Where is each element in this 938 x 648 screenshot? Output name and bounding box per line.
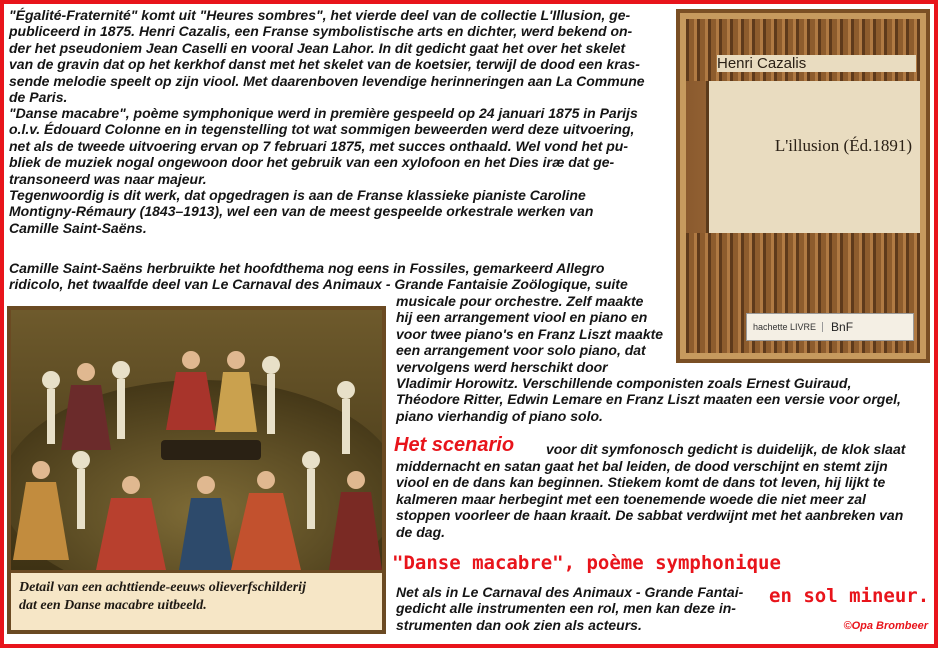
reuse-paragraph-side: musicale pour orchestre. Zelf maakte hij een arrangement viool en piano en voor twee piano's en Franz Liszt maakte een arrangement voor solo piano, dat vervolgens werd herschikt door [396, 293, 664, 375]
book-title: L'illusion (Éd.1891) [774, 136, 912, 155]
work-heading: "Danse macabre", poème symphonique [392, 552, 781, 574]
reuse-paragraph-top: Camille Saint-Saëns herbruikte het hoofdthema nog eens in Fossiles, gemarkeerd Allegro ridicolo, het twaalfde deel van Le Carnaval des Animaux - Grande Fantaisie Zoölogique, suite [9, 260, 628, 293]
reuse-paragraph-rest: Vladimir Horowitz. Verschillende componisten zoals Ernest Guiraud, Théodore Ritter, Edwin Lemare en Franz Liszt maaten een versie voor orgel, piano vierhandig of piano solo. [396, 375, 901, 424]
work-heading-key: en sol mineur. [769, 585, 930, 607]
intro-paragraph: "Égalité-Fraternité" komt uit "Heures sombres", het vierde deel van de collectie L'Illusion, ge- publiceerd in 1875. Henri Cazalis, een Franse symbolistische arts en dichter, werd bekend on- der het pseudoniem Jean Caselli en vooral Jean Lahor. In dit gedicht gaat het over het skelet van de gravin dat op het kerkhof danst met het skelet van de koetsier, terwijl de dood een kras- sende melodie speelt op zijn viool. Met daarenboven levendige herinneringen aan La Commune de Paris. [9, 7, 645, 106]
scenario-body: middernacht en satan gaat het bal leiden, de dood verschijnt en stemt zijn viool en de dans kan beginnen. Stiekem komt de dans tot leven, hij lijkt te kalmeren maar herbegint met een toenemende woede die niet meer zal stoppen voorleer de haan kraait. De sabbat verdwijnt met het aanbreken van de dag. [396, 458, 904, 540]
book-author: Henri Cazalis [717, 55, 916, 72]
scenario-first-line: voor dit symfonosch gedicht is duidelijk, de klok slaat [546, 441, 906, 457]
book-spine [686, 19, 920, 353]
painting-caption: Detail van een achttiende-eeuws olieverfschilderij dat een Danse macabre uitbeeld. [19, 580, 306, 613]
closing-paragraph: Net als in Le Carnaval des Animaux - Grande Fantai- gedicht alle instrumenten een rol, men kan deze in- strumenten dan ook zien als acteurs. [396, 584, 744, 633]
library-logo: BnF [831, 320, 854, 334]
copyright-notice: ©Opa Brombeer [843, 620, 928, 632]
book-cover-photo [676, 9, 930, 363]
dedication-paragraph: Tegenwoordig is dit werk, dat opgedragen is aan de Franse klassieke pianiste Caroline Montigny-Rémaury (1843–1913), wel een van de meest gespeelde orkestrale werken van Camille Saint-Saëns. [9, 187, 594, 236]
scenario-heading: Het scenario [394, 434, 515, 456]
book-label [706, 55, 920, 241]
publisher-logo: hachette LIVRE [753, 322, 823, 332]
book-footer-strip [746, 313, 914, 341]
premiere-paragraph: "Danse macabre", poème symphonique werd in première gespeeld op 24 januari 1875 in Parijs o.l.v. Édouard Colonne en in tegenstelling tot wat sommigen beweerden werd deze uitvoering, net als de tweede uitvoering ervan op 7 februari 1875, met succes onthaald. Wel vond het pu- bliek de muziek nogal ongewoon door het gebruik van een xylofoon en het Dies iræ dat ge- transoneerd was naar majeur. [9, 105, 638, 187]
danse-macabre-painting [7, 306, 386, 634]
painting-caption-box [11, 570, 382, 630]
painting-image [11, 310, 382, 570]
